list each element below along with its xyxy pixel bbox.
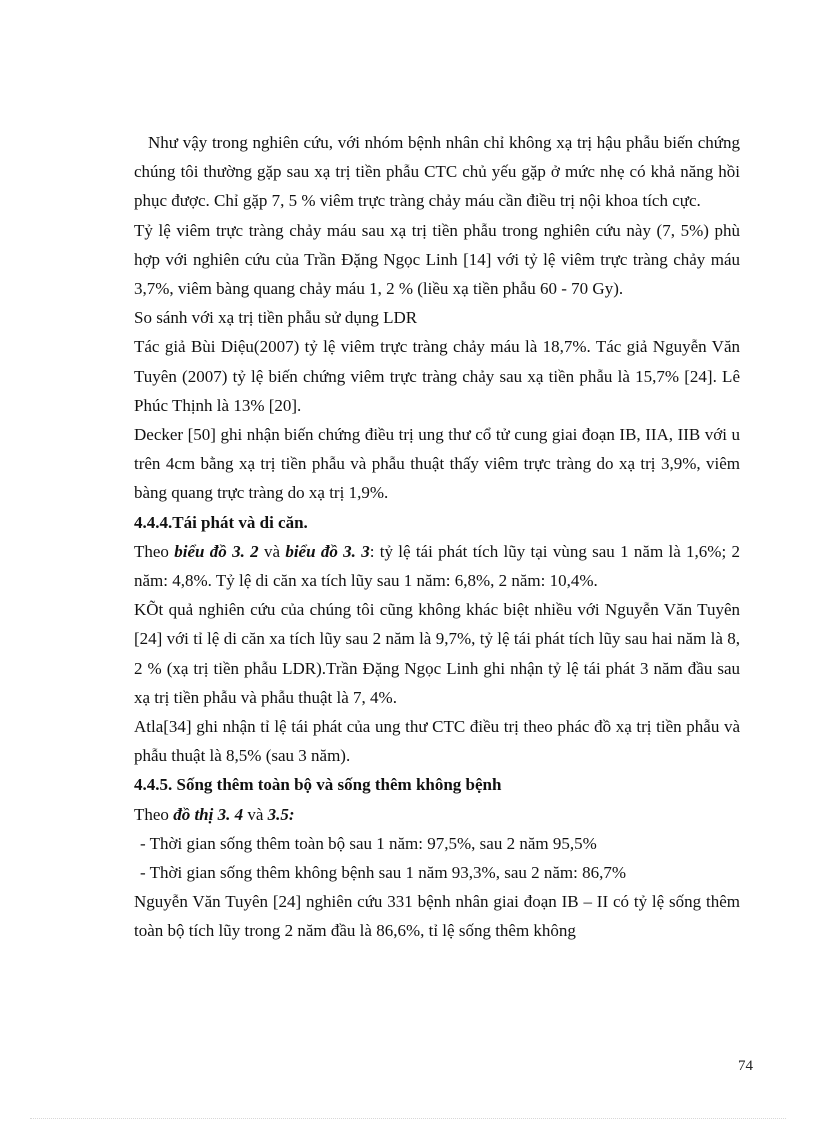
paragraph-atla: Atla[34] ghi nhận tỉ lệ tái phát của ung thư CTC điều trị theo phác đồ xạ trị tiền phẫu và phẫu thuật là 8,5% (sau 3 năm). bbox=[134, 717, 740, 766]
footer-divider bbox=[30, 1118, 786, 1119]
section-heading-survival: 4.4.5. Sống thêm toàn bộ và sống thêm không bệnh bbox=[134, 775, 502, 795]
paragraph-nguyen-van-tuyen: Nguyễn Văn Tuyên [24] nghiên cứu 331 bệnh nhân giai đoạn IB – II có tỷ lệ sống thêm toàn bộ tích lũy trong 2 năm đầu là 86,6%, tỉ lệ sống thêm không bbox=[134, 892, 740, 941]
document-body bbox=[134, 128, 740, 946]
list-item-overall-survival: - Thời gian sống thêm toàn bộ sau 1 năm: 97,5%, sau 2 năm 95,5% bbox=[140, 833, 597, 853]
paragraph-ldr-authors: Tác giả Bùi Diệu(2007) tỷ lệ viêm trực tràng chảy máu là 18,7%. Tác giả Nguyễn Văn Tuyên (2007) tỷ lệ biến chứng viêm trực tràng chảy sau xạ tiền phẫu là 15,7% [24]. Lê Phúc Thịnh là 13% [20]. bbox=[134, 337, 740, 415]
text-span: Theo bbox=[134, 804, 174, 824]
text-span: và bbox=[243, 804, 268, 824]
paragraph-survival-intro bbox=[134, 800, 740, 829]
graph-reference-3-5: 3.5: bbox=[267, 804, 295, 824]
paragraph-rectal-bleeding-comparison: Tỷ lệ viêm trực tràng chảy máu sau xạ trị tiền phẫu trong nghiên cứu này (7, 5%) phù hợp với nghiên cứu của Trần Đặng Ngọc Linh [14] với tỷ lệ viêm trực tràng chảy máu 3,7%, viêm bàng quang chảy máu 1, 2 % (liều xạ tiền phẫu 60 - 70 Gy). bbox=[134, 220, 740, 299]
paragraph-results-comparison: KÕt quả nghiên cứu của chúng tôi cũng không khác biệt nhiều với Nguyễn Văn Tuyên [24] với tỉ lệ di căn xa tích lũy sau 2 năm là 9,7%, tỷ lệ tái phát tích lũy sau hai năm là 8, 2 % (xạ trị tiền phẫu LDR).Trần Đặng Ngọc Linh ghi nhận tỷ lệ tái phát 3 năm đầu sau xạ trị tiền phẫu và phẫu thuật là 7, 4%. bbox=[134, 600, 740, 707]
section-heading-recurrence: 4.4.4.Tái phát và di căn. bbox=[134, 512, 308, 532]
chart-reference-3-2: biểu đồ 3. 2 bbox=[174, 541, 259, 561]
chart-reference-3-3: biểu đồ 3. 3 bbox=[285, 541, 370, 561]
text-span: Theo bbox=[134, 541, 175, 561]
paragraph-ldr-comparison-title: So sánh với xạ trị tiền phẫu sử dụng LDR bbox=[134, 308, 418, 328]
list-item-disease-free-survival: - Thời gian sống thêm không bệnh sau 1 năm 93,3%, sau 2 năm: 86,7% bbox=[140, 863, 627, 883]
paragraph-decker: Decker [50] ghi nhận biến chứng điều trị ung thư cổ tử cung giai đoạn IB, IIA, IIB với u trên 4cm bằng xạ trị tiền phẫu và phẫu thuật thấy viêm trực tràng do xạ trị 3,9%, viêm bàng quang trực tràng do xạ trị 1,9%. bbox=[134, 425, 740, 503]
page-number: 74 bbox=[738, 1058, 753, 1074]
paragraph-complications: Như vậy trong nghiên cứu, với nhóm bệnh nhân chỉ không xạ trị hậu phẫu biến chứng chúng tôi thường gặp sau xạ trị tiền phẫu CTC chủ yếu gặp ở mức nhẹ có khả năng hồi phục được. Chỉ gặp 7, 5 % viêm trực tràng chảy máu cần điều trị nội khoa tích cực. bbox=[134, 133, 740, 211]
graph-reference-3-4: đồ thị 3. 4 bbox=[173, 804, 244, 824]
paragraph-recurrence-rates bbox=[134, 537, 740, 595]
text-span: và bbox=[258, 541, 286, 561]
text-span: : tỷ lệ tái phát tích lũy tại vùng sau 1 năm là 1,6%; 2 năm: 4,8%. Tỷ lệ di căn xa tích lũy sau 1 năm: 6,8%, 2 năm: 10,4%. bbox=[134, 541, 740, 591]
